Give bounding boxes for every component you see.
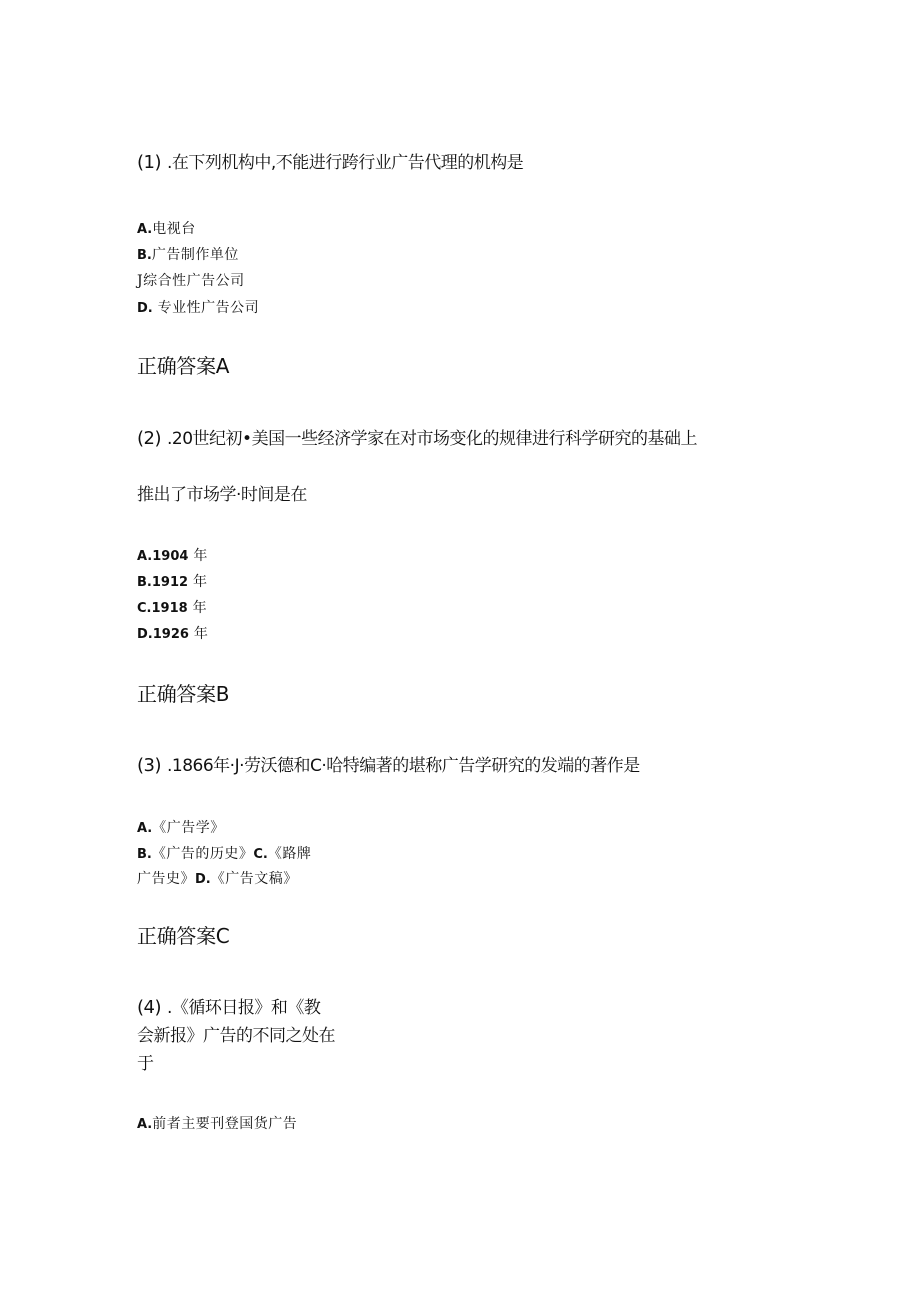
q3-answer: 正确答案C	[137, 924, 230, 948]
q4-option-a: A.前者主要刊登国货广告	[137, 1116, 298, 1132]
question-text: .1866年·J·劳沃德和C·哈特编著的堪称广告学研究的发端的著作是	[167, 756, 640, 776]
question-2	[137, 424, 697, 449]
q2-option-a: A.1904 年	[137, 548, 208, 564]
q2-option-c: C.1918 年	[137, 600, 208, 616]
question-number: (4)	[137, 997, 161, 1018]
q1-option-c: J综合性广告公司	[137, 273, 245, 289]
question-3	[137, 751, 640, 776]
q3-option-line-3: 广告史》D.《广告文稿》	[137, 871, 298, 887]
question-text: .在下列机构中,不能进行跨行业广告代理的机构是	[167, 153, 524, 173]
question-number: (2)	[137, 428, 161, 449]
question-1	[137, 148, 523, 173]
q1-answer: 正确答案A	[137, 354, 230, 378]
question-2-continued: 推出了市场学·时间是在	[137, 485, 307, 505]
q3-option-line-1: A.《广告学》	[137, 820, 225, 836]
q3-option-line-2: B.《广告的历史》C.《路牌	[137, 846, 312, 862]
q2-answer: 正确答案B	[137, 682, 230, 706]
question-4	[137, 993, 320, 1018]
question-number: (3)	[137, 755, 161, 776]
question-number: (1)	[137, 152, 161, 173]
q2-option-d: D.1926 年	[137, 626, 209, 642]
q1-option-d: D. 专业性广告公司	[137, 300, 260, 316]
question-4-continued: 会新报》广告的不同之处在	[137, 1026, 335, 1046]
question-4-continued-2: 于	[137, 1054, 154, 1074]
question-text: .20世纪初•美国一些经济学家在对市场变化的规律进行科学研究的基础上	[167, 429, 698, 449]
question-text: .《循环日报》和《教	[167, 998, 321, 1018]
q2-option-b: B.1912 年	[137, 574, 208, 590]
q1-option-b: B.广告制作单位	[137, 247, 239, 263]
q1-option-a: A.电视台	[137, 221, 196, 237]
